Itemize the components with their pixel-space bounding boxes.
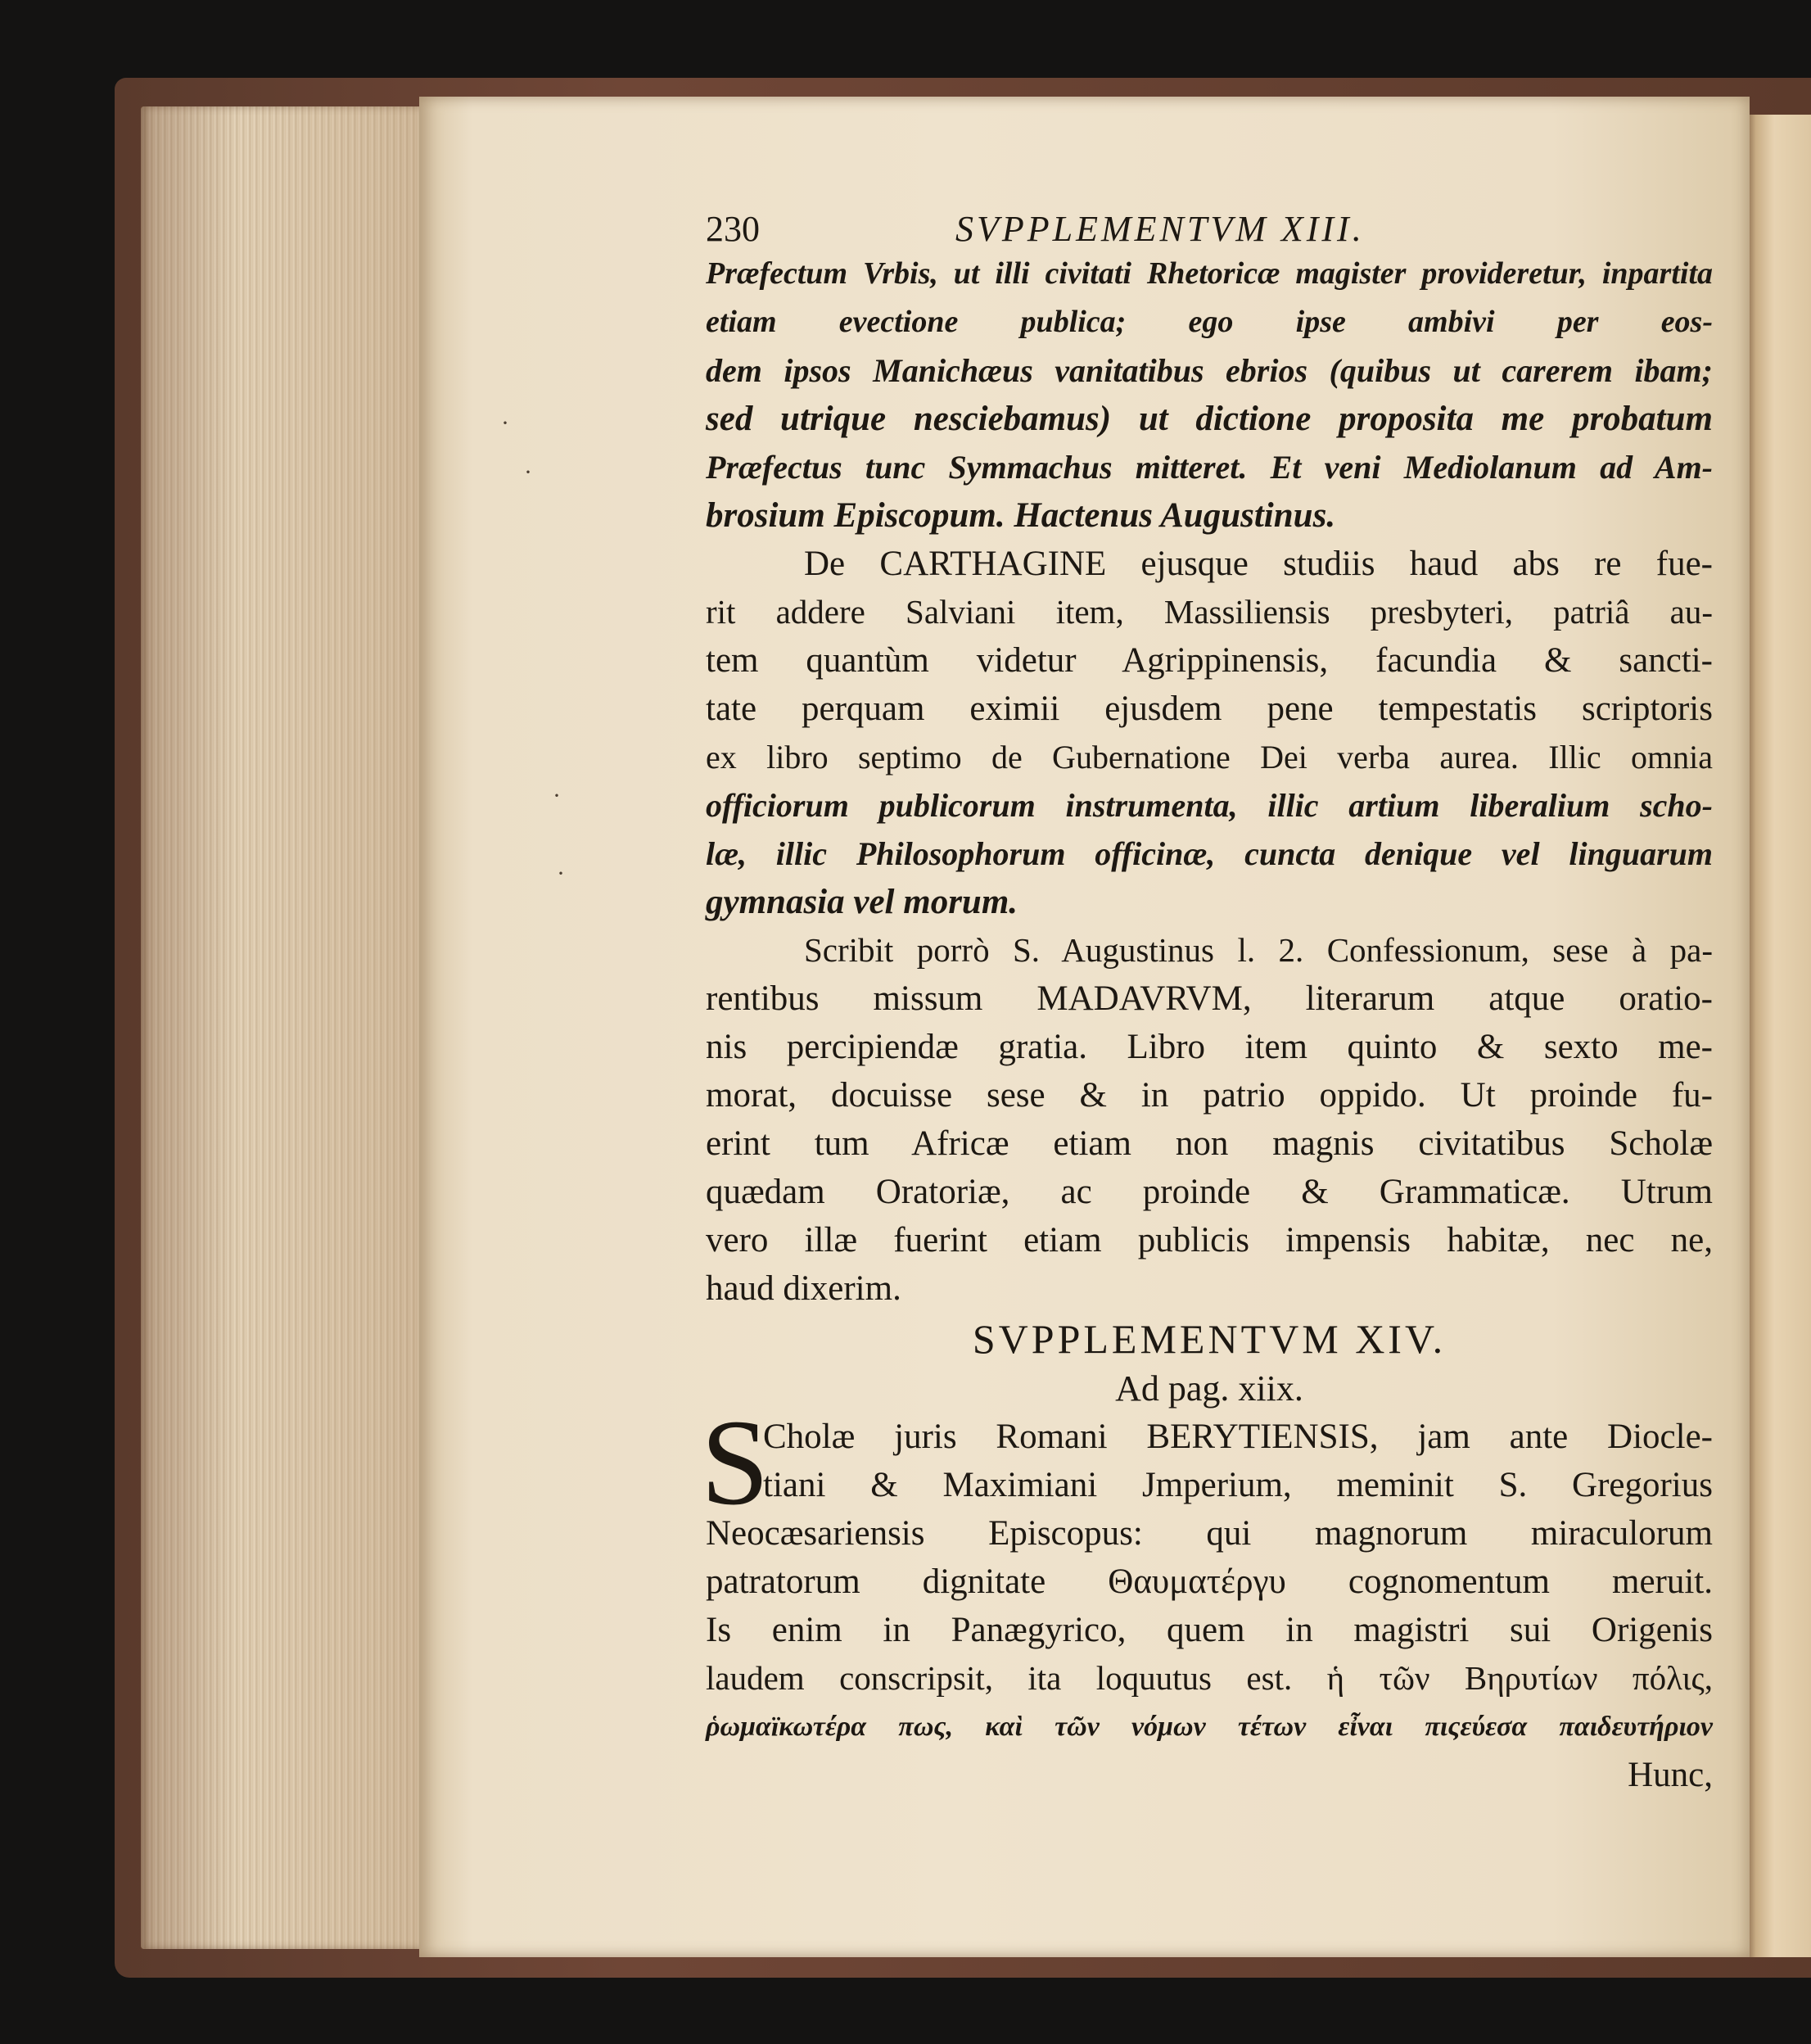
section-subtitle: Ad pag. xiix. — [1115, 1368, 1303, 1409]
text-line: vero illæ fuerint etiam publicis impensis habitæ, nec ne, — [706, 1221, 1713, 1259]
text-line: Is enim in Panægyrico, quem in magistri sui Origenis — [706, 1611, 1713, 1649]
text-line: patratorum dignitate Θαυματέργυ cognomentum meruit. — [706, 1562, 1713, 1601]
drop-cap: S — [701, 1395, 770, 1531]
text-line: rit addere Salviani item, Massiliensis presbyteri, patriâ au- — [706, 593, 1713, 631]
text-line: haud dixerim. — [706, 1269, 901, 1308]
text-line: morat, docuisse sese & in patrio oppido. Ut proinde fu- — [706, 1076, 1713, 1115]
gutter-mark: · — [524, 459, 532, 486]
text-line: Præfectum Vrbis, ut illi civitati Rhetoricæ magister provideretur, inpartita etiam evectione publica; ego ipse ambivi per eos- — [706, 256, 1713, 339]
text-line: laudem conscripsit, ita loquutus est. ἡ τῶν Βηρυτίων πόλις, — [706, 1659, 1713, 1697]
text-line: brosium Episcopum. Hactenus Augustinus. — [706, 496, 1336, 535]
page-text — [701, 209, 1713, 1799]
paragraph-block-1 — [706, 250, 1713, 1313]
text-line: ῥωμαϊκωτέρα πως, καὶ τῶν νόμων τέτων εἶναι πιςεύεσα παιδευτήριον — [706, 1712, 1713, 1742]
text-line: Cholæ juris Romani BERYTIENSIS, jam ante Diocle- — [763, 1418, 1713, 1456]
section-title: SVPPLEMENTVM XIV. — [972, 1316, 1447, 1362]
running-head — [706, 209, 1713, 250]
text-line: erint tum Africæ etiam non magnis civitatibus Scholæ — [706, 1124, 1713, 1163]
text-line: Neocæsariensis Episcopus: qui magnorum miraculorum — [706, 1514, 1713, 1553]
text-line: gymnasia vel morum. — [706, 883, 1018, 921]
text-line: sed utrique nesciebamus) ut dictione proposita me probatum — [706, 400, 1713, 438]
catchword: Hunc, — [1628, 1756, 1713, 1794]
text-line: nis percipiendæ gratia. Libro item quinto & sexto me- — [706, 1028, 1713, 1066]
gutter-mark: · — [501, 409, 509, 436]
running-head-title: SVPPLEMENTVM XIII. — [955, 209, 1365, 249]
page-number: 230 — [706, 209, 760, 249]
text-line: læ, illic Philosophorum officinæ, cuncta denique vel linguarum — [706, 835, 1713, 872]
gutter-mark: · — [557, 860, 565, 887]
text-line: tate perquam eximii ejusdem pene tempestatis scriptoris — [706, 690, 1713, 728]
facing-page-edge — [1744, 115, 1811, 1957]
paragraph-block-2 — [701, 1395, 1713, 1799]
text-line: Scribit porrò S. Augustinus l. 2. Confessionum, sese à pa- — [804, 931, 1713, 969]
section-heading — [706, 1313, 1713, 1413]
text-line: quædam Oratoriæ, ac proinde & Grammaticæ. Utrum — [706, 1173, 1713, 1211]
text-line: rentibus missum MADAVRVM, literarum atque oratio- — [706, 979, 1713, 1018]
text-line: tem quantùm videtur Agrippinensis, facundia & sancti- — [706, 641, 1713, 680]
page-edges-shading — [141, 106, 419, 1949]
text-line: officiorum publicorum instrumenta, illic artium liberalium scho- — [706, 787, 1713, 824]
text-line: dem ipsos Manichæus vanitatibus ebrios (quibus ut carerem ibam; — [706, 352, 1713, 389]
text-line: De CARTHAGINE ejusque studiis haud abs re fue- — [804, 545, 1713, 583]
text-line: tiani & Maximiani Jmperium, meminit S. Gregorius — [763, 1466, 1713, 1504]
gutter-mark: · — [553, 782, 561, 809]
text-line: ex libro septimo de Gubernatione Dei verba aurea. Illic omnia — [706, 739, 1713, 776]
text-line: Præfectus tunc Symmachus mitteret. Et veni Mediolanum ad Am- — [706, 449, 1713, 486]
